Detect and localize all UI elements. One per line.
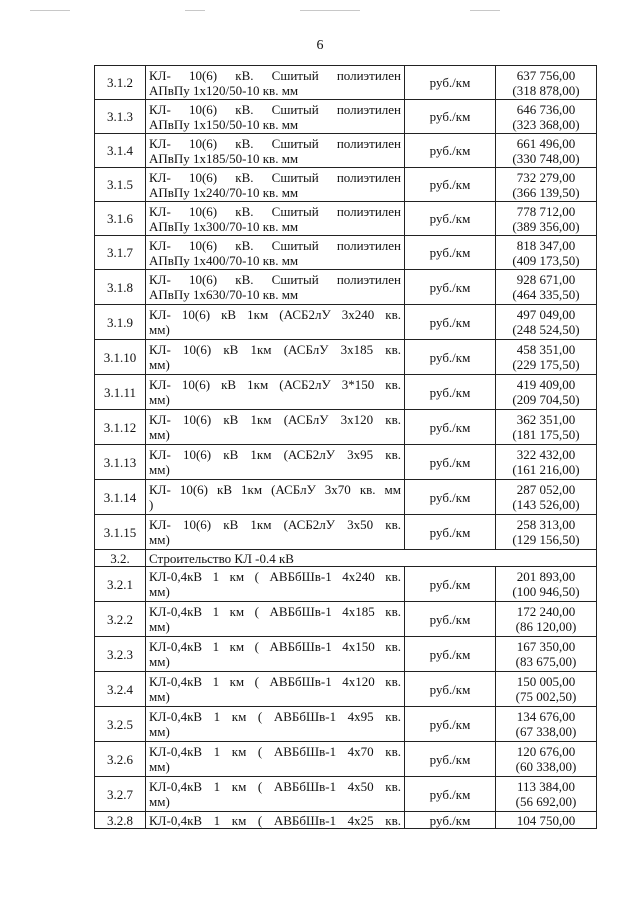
table-row [95,637,597,672]
price-cell [496,602,597,637]
item-name-line-1: КЛ-0,4кВ 1 км ( АВБбШв-1 4х185 кв. [149,604,401,619]
row-number: 3.2.1 [95,567,146,602]
unit-cell: руб./км [405,672,496,707]
price-table [94,65,597,829]
price-value: 150 005,00 [516,674,576,689]
price-cell [496,202,597,236]
unit-cell: руб./км [405,66,496,100]
unit-cell: руб./км [405,340,496,375]
price-half-value: (323 368,00) [512,116,580,132]
unit-cell: руб./км [405,742,496,777]
item-name-line-2: АПвПу 1х240/70-10 кв. мм [149,184,299,200]
item-name [146,236,405,270]
price-half-value: (209 704,50) [512,392,580,407]
item-name-line-2: мм) [149,759,170,774]
price-cell [496,567,597,602]
row-number: 3.2.3 [95,637,146,672]
section-row [95,550,597,567]
item-name [146,445,405,480]
table-row [95,672,597,707]
price-half-value: (248 524,50) [512,322,580,337]
row-number: 3.2.8 [95,812,146,829]
table-row [95,567,597,602]
price-half-value: (75 002,50) [515,689,577,704]
price-half-value: (330 748,00) [512,150,580,166]
price-cell [496,777,597,812]
row-number: 3.1.3 [95,100,146,134]
price-value: 113 384,00 [516,779,576,794]
table-row [95,100,597,134]
price-value: 201 893,00 [516,569,576,584]
row-number: 3.1.8 [95,270,146,305]
price-value: 172 240,00 [516,604,576,619]
price-half-value: (100 946,50) [512,584,580,599]
price-cell [496,410,597,445]
item-name-line-2: АПвПу 1х630/70-10 кв. мм [149,287,299,302]
price-half-value: (366 139,50) [512,184,580,200]
unit-cell: руб./км [405,812,496,829]
item-name [146,637,405,672]
price-cell [496,480,597,515]
price-cell [496,236,597,270]
page-number: 6 [316,38,324,53]
table-row [95,270,597,305]
item-name-line-2: мм) [149,462,170,477]
item-name-line-1: КЛ- 10(6) кВ. Сшитый полиэтилен [149,101,401,117]
price-half-value: (143 526,00) [512,497,580,512]
price-value: 322 432,00 [516,447,576,462]
unit-cell: руб./км [405,515,496,550]
item-name [146,66,405,100]
item-name-line-1: КЛ- 10(6) кВ 1км (АСБ2лУ 3*150 кв. [149,377,401,392]
price-half-value: (389 356,00) [512,218,580,234]
unit-cell: руб./км [405,707,496,742]
unit-cell: руб./км [405,375,496,410]
price-cell [496,375,597,410]
unit-cell: руб./км [405,305,496,340]
price-half-value: (464 335,50) [512,287,580,302]
price-half-value: (181 175,50) [512,427,580,442]
table-row [95,812,597,829]
row-number: 3.1.15 [95,515,146,550]
table-row [95,515,597,550]
item-name-line-2: АПвПу 1х300/70-10 кв. мм [149,218,299,234]
unit-cell: руб./км [405,567,496,602]
price-value: 732 279,00 [516,169,576,185]
price-value: 167 350,00 [516,639,576,654]
price-value: 818 347,00 [516,237,576,253]
unit-cell: руб./км [405,480,496,515]
item-name [146,777,405,812]
table-row [95,707,597,742]
item-name-line-2: мм) [149,532,170,547]
price-value: 104 750,00 [516,812,576,828]
table-row [95,340,597,375]
item-name-line-1: КЛ- 10(6) кВ 1км (АСБ2лУ 3х240 кв. [149,307,401,322]
item-name [146,602,405,637]
price-cell [496,637,597,672]
row-number: 3.1.13 [95,445,146,480]
item-name-line-2: ) [149,497,154,512]
price-value: 362 351,00 [516,412,576,427]
row-number: 3.2.2 [95,602,146,637]
item-name [146,270,405,305]
row-number: 3.2.4 [95,672,146,707]
item-name [146,305,405,340]
row-number: 3.1.5 [95,168,146,202]
table-row [95,480,597,515]
item-name-line-1: КЛ- 10(6) кВ. Сшитый полиэтилен [149,237,401,253]
price-cell [496,340,597,375]
price-value: 661 496,00 [516,135,576,151]
item-name-line-1: КЛ-0,4кВ 1 км ( АВБбШв-1 4х70 кв. [149,744,401,759]
item-name-line-2: мм) [149,427,170,442]
row-number: 3.2.7 [95,777,146,812]
unit-cell: руб./км [405,602,496,637]
item-name [146,340,405,375]
price-cell [496,66,597,100]
price-cell [496,168,597,202]
price-value: 928 671,00 [516,272,576,287]
item-name-line-2: мм) [149,689,170,704]
item-name [146,707,405,742]
price-cell [496,742,597,777]
row-number: 3.1.7 [95,236,146,270]
table-row [95,305,597,340]
scan-artifact [185,10,205,11]
item-name-line-2: мм) [149,619,170,634]
price-half-value: (86 120,00) [515,619,577,634]
unit-cell: руб./км [405,410,496,445]
row-number: 3.1.10 [95,340,146,375]
item-name-line-2: мм) [149,724,170,739]
table-row [95,777,597,812]
price-half-value: (318 878,00) [512,82,580,98]
item-name-line-2: мм) [149,794,170,809]
item-name-line-2: АПвПу 1х120/50-10 кв. мм [149,82,299,98]
price-value: 287 052,00 [516,482,576,497]
price-value: 258 313,00 [516,517,576,532]
item-name [146,567,405,602]
item-name-line-1: КЛ-0,4кВ 1 км ( АВБбШв-1 4х95 кв. [149,709,401,724]
item-name-line-1: КЛ- 10(6) кВ. Сшитый полиэтилен [149,67,401,83]
price-cell [496,134,597,168]
table-row [95,410,597,445]
item-name-line-1: КЛ- 10(6) кВ 1км (АСБлУ 3х185 кв. [149,342,401,357]
item-name-line-2: мм) [149,584,170,599]
price-half-value: (83 675,00) [515,654,577,669]
row-number: 3.1.2 [95,66,146,100]
price-cell [496,100,597,134]
table-row [95,602,597,637]
section-title: Строительство КЛ -0.4 кВ [146,550,597,567]
price-value: 134 676,00 [516,709,576,724]
item-name-line-2: АПвПу 1х150/50-10 кв. мм [149,116,299,132]
table-row [95,445,597,480]
price-half-value: (129 156,50) [512,532,580,547]
price-half-value: (229 175,50) [512,357,580,372]
item-name-line-2: АПвПу 1х400/70-10 кв. мм [149,252,299,268]
unit-cell: руб./км [405,445,496,480]
item-name [146,812,405,829]
row-number: 3.1.6 [95,202,146,236]
row-number: 3.1.4 [95,134,146,168]
item-name-line-1: КЛ-0,4кВ 1 км ( АВБбШв-1 4х50 кв. [149,779,401,794]
price-half-value: (161 216,00) [512,462,580,477]
row-number: 3.2. [95,550,146,567]
unit-cell: руб./км [405,202,496,236]
item-name-line-1: КЛ- 10(6) кВ. Сшитый полиэтилен [149,203,401,219]
table-row [95,236,597,270]
price-cell [496,270,597,305]
item-name-line-2: мм) [149,357,170,372]
price-half-value: (60 338,00) [515,759,577,774]
price-table-body [95,66,597,829]
table-row [95,202,597,236]
item-name [146,480,405,515]
item-name [146,672,405,707]
price-value: 120 676,00 [516,744,576,759]
price-value: 778 712,00 [516,203,576,219]
unit-cell: руб./км [405,270,496,305]
unit-cell: руб./км [405,777,496,812]
item-name-line-1: КЛ- 10(6) кВ. Сшитый полиэтилен [149,272,401,287]
item-name-line-1: КЛ-0,4кВ 1 км ( АВБбШв-1 4х120 кв. [149,674,401,689]
row-number: 3.1.11 [95,375,146,410]
item-name-line-2: мм) [149,392,170,407]
item-name [146,134,405,168]
price-value: 419 409,00 [516,377,576,392]
item-name [146,515,405,550]
table-row [95,168,597,202]
item-name-line-1: КЛ-0,4кВ 1 км ( АВБбШв-1 4х240 кв. [149,569,401,584]
price-value: 646 736,00 [516,101,576,117]
item-name-line-1: КЛ- 10(6) кВ 1км (АСБ2лУ 3х50 кв. [149,517,401,532]
price-half-value: (409 173,50) [512,252,580,268]
item-name-line-2: мм) [149,654,170,669]
row-number: 3.2.5 [95,707,146,742]
item-name [146,375,405,410]
scan-artifact [470,10,500,11]
row-number: 3.1.9 [95,305,146,340]
item-name-line-2: АПвПу 1х185/50-10 кв. мм [149,150,299,166]
item-name [146,202,405,236]
price-cell [496,812,597,829]
item-name-line-2: мм) [149,322,170,337]
item-name-line-1: КЛ- 10(6) кВ. Сшитый полиэтилен [149,135,401,151]
price-cell [496,707,597,742]
price-cell [496,305,597,340]
unit-cell: руб./км [405,100,496,134]
price-value: 458 351,00 [516,342,576,357]
row-number: 3.1.14 [95,480,146,515]
item-name-line-1: КЛ-0,4кВ 1 км ( АВБбШв-1 4х150 кв. [149,639,401,654]
unit-cell: руб./км [405,637,496,672]
item-name-line-1: КЛ-0,4кВ 1 км ( АВБбШв-1 4х25 кв. [149,812,401,828]
item-name [146,100,405,134]
unit-cell: руб./км [405,236,496,270]
unit-cell: руб./км [405,134,496,168]
item-name-line-1: КЛ- 10(6) кВ 1км (АСБлУ 3х120 кв. [149,412,401,427]
table-row [95,134,597,168]
row-number: 3.1.12 [95,410,146,445]
scan-artifact [300,10,360,11]
unit-cell: руб./км [405,168,496,202]
price-half-value: (67 338,00) [515,724,577,739]
table-row [95,742,597,777]
item-name-line-1: КЛ- 10(6) кВ 1км (АСБ2лУ 3х95 кв. [149,447,401,462]
item-name-line-1: КЛ- 10(6) кВ 1км (АСБлУ 3х70 кв. мм [149,482,401,497]
scan-artifact [30,10,70,11]
table-row [95,66,597,100]
item-name [146,168,405,202]
price-value: 637 756,00 [516,67,576,83]
price-cell [496,672,597,707]
item-name [146,410,405,445]
row-number: 3.2.6 [95,742,146,777]
price-value: 497 049,00 [516,307,576,322]
price-cell [496,515,597,550]
table-row [95,375,597,410]
price-cell [496,445,597,480]
item-name [146,742,405,777]
item-name-line-1: КЛ- 10(6) кВ. Сшитый полиэтилен [149,169,401,185]
price-half-value: (56 692,00) [515,794,577,809]
